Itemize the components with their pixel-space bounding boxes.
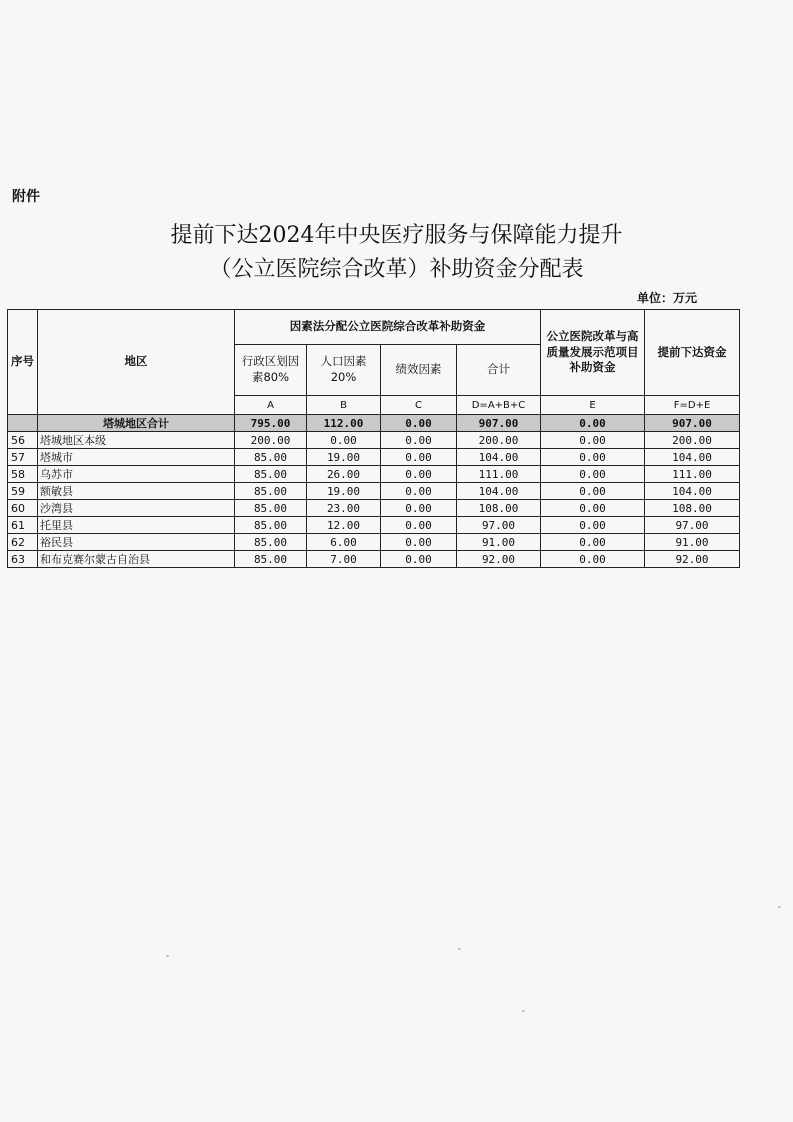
table-row (8, 449, 740, 466)
row-region: 裕民县 (38, 534, 235, 551)
scan-speck (778, 906, 781, 908)
table-row (8, 500, 740, 517)
scan-speck (166, 955, 169, 957)
row-b: 23.00 (307, 500, 381, 517)
total-f: 907.00 (645, 415, 740, 432)
row-d: 91.00 (457, 534, 541, 551)
row-f: 104.00 (645, 449, 740, 466)
code-e: E (541, 396, 645, 415)
code-a: A (235, 396, 307, 415)
row-b: 19.00 (307, 483, 381, 500)
header-advance-fund: 提前下达资金 (645, 310, 740, 396)
total-a: 795.00 (235, 415, 307, 432)
scan-speck (522, 1010, 525, 1012)
row-region: 托里县 (38, 517, 235, 534)
row-f: 108.00 (645, 500, 740, 517)
row-e: 0.00 (541, 517, 645, 534)
row-region: 和布克赛尔蒙古自治县 (38, 551, 235, 568)
row-a: 200.00 (235, 432, 307, 449)
row-d: 200.00 (457, 432, 541, 449)
row-region: 塔城地区本级 (38, 432, 235, 449)
row-e: 0.00 (541, 449, 645, 466)
row-c: 0.00 (381, 517, 457, 534)
total-c: 0.00 (381, 415, 457, 432)
total-row (8, 415, 740, 432)
header-factor-group: 因素法分配公立医院综合改革补助资金 (235, 310, 541, 345)
header-region: 地区 (38, 310, 235, 415)
row-c: 0.00 (381, 449, 457, 466)
row-a: 85.00 (235, 500, 307, 517)
row-seq: 58 (8, 466, 38, 483)
table-row (8, 517, 740, 534)
row-b: 7.00 (307, 551, 381, 568)
row-a: 85.00 (235, 466, 307, 483)
total-b: 112.00 (307, 415, 381, 432)
page-title-line1: 提前下达2024年中央医疗服务与保障能力提升 (170, 223, 623, 248)
row-seq: 62 (8, 534, 38, 551)
row-d: 92.00 (457, 551, 541, 568)
row-c: 0.00 (381, 432, 457, 449)
row-a: 85.00 (235, 483, 307, 500)
row-f: 91.00 (645, 534, 740, 551)
row-f: 92.00 (645, 551, 740, 568)
row-d: 97.00 (457, 517, 541, 534)
header-population-factor: 人口因素20% (307, 345, 381, 396)
allocation-table (7, 309, 740, 568)
code-f: F=D+E (645, 396, 740, 415)
header-seq: 序号 (8, 310, 38, 415)
row-seq: 56 (8, 432, 38, 449)
total-region: 塔城地区合计 (38, 415, 235, 432)
row-region: 乌苏市 (38, 466, 235, 483)
row-b: 19.00 (307, 449, 381, 466)
code-d: D=A+B+C (457, 396, 541, 415)
row-a: 85.00 (235, 551, 307, 568)
row-seq: 57 (8, 449, 38, 466)
row-b: 26.00 (307, 466, 381, 483)
row-b: 6.00 (307, 534, 381, 551)
row-region: 额敏县 (38, 483, 235, 500)
row-e: 0.00 (541, 466, 645, 483)
total-e: 0.00 (541, 415, 645, 432)
header-demo-fund: 公立医院改革与高质量发展示范项目补助资金 (541, 310, 645, 396)
row-d: 104.00 (457, 449, 541, 466)
table-row (8, 483, 740, 500)
row-f: 111.00 (645, 466, 740, 483)
row-b: 12.00 (307, 517, 381, 534)
row-seq: 63 (8, 551, 38, 568)
row-e: 0.00 (541, 432, 645, 449)
table-row (8, 551, 740, 568)
total-seq (8, 415, 38, 432)
row-e: 0.00 (541, 551, 645, 568)
table-row (8, 534, 740, 551)
row-a: 85.00 (235, 517, 307, 534)
row-b: 0.00 (307, 432, 381, 449)
row-e: 0.00 (541, 483, 645, 500)
row-c: 0.00 (381, 551, 457, 568)
header-subtotal: 合计 (457, 345, 541, 396)
row-c: 0.00 (381, 466, 457, 483)
row-d: 108.00 (457, 500, 541, 517)
page-title-line2: （公立医院综合改革）补助资金分配表 (209, 257, 584, 282)
row-c: 0.00 (381, 500, 457, 517)
code-b: B (307, 396, 381, 415)
row-seq: 61 (8, 517, 38, 534)
header-performance-factor: 绩效因素 (381, 345, 457, 396)
scan-speck (458, 948, 461, 950)
row-seq: 59 (8, 483, 38, 500)
row-a: 85.00 (235, 449, 307, 466)
row-c: 0.00 (381, 483, 457, 500)
row-region: 沙湾县 (38, 500, 235, 517)
row-f: 104.00 (645, 483, 740, 500)
row-c: 0.00 (381, 534, 457, 551)
row-f: 97.00 (645, 517, 740, 534)
row-region: 塔城市 (38, 449, 235, 466)
unit-label: 单位：万元 (636, 291, 697, 305)
code-c: C (381, 396, 457, 415)
row-e: 0.00 (541, 534, 645, 551)
row-d: 111.00 (457, 466, 541, 483)
attachment-label: 附件 (12, 189, 40, 205)
row-e: 0.00 (541, 500, 645, 517)
table-row (8, 466, 740, 483)
row-seq: 60 (8, 500, 38, 517)
row-a: 85.00 (235, 534, 307, 551)
total-d: 907.00 (457, 415, 541, 432)
row-f: 200.00 (645, 432, 740, 449)
table-row (8, 432, 740, 449)
header-admin-factor: 行政区划因素80% (235, 345, 307, 396)
row-d: 104.00 (457, 483, 541, 500)
